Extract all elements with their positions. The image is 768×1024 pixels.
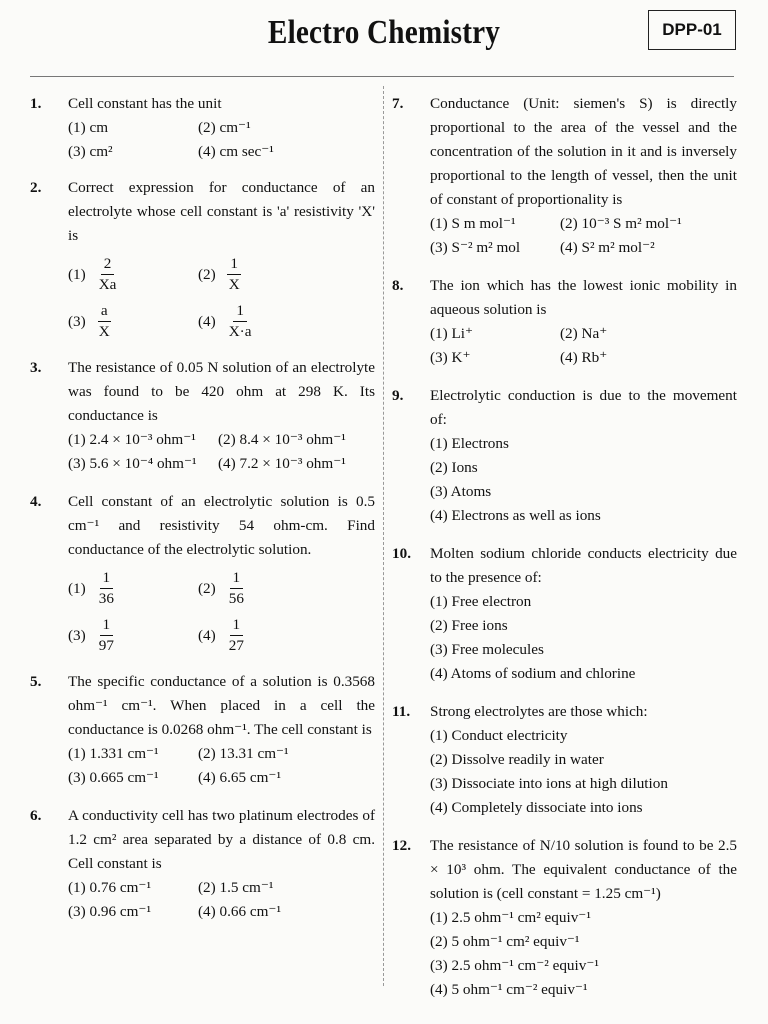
option-label: (4) [198,626,216,644]
option-2: (2) Dissolve readily in water [430,751,604,768]
option-3: (3) 0.665 cm⁻¹ [68,769,159,786]
numerator: 2 [101,254,115,275]
option-3: (3) cm² [68,143,113,160]
question-text: A conductivity cell has two platinum electrodes of 1.2 cm² area separated by a distance of 0.8 cm. Cell constant is [68,807,375,872]
option-2 [198,254,375,295]
option-3: (3) 0.96 cm⁻¹ [68,903,152,920]
denominator: 36 [98,590,114,607]
option-2: (2) 1.5 cm⁻¹ [198,879,274,896]
question-text: The resistance of 0.05 N solution of an electrolyte was found to be 420 ohm at 298 K. Its conductance is [68,359,375,424]
option-4: (4) 6.65 cm⁻¹ [198,769,282,786]
numerator: a [98,301,111,322]
numerator: 1 [227,254,241,275]
question-number: 3. [30,359,42,376]
numerator: 1 [233,301,247,322]
option-3 [68,301,198,342]
question-4 [30,490,375,656]
question-number: 10. [392,545,411,562]
fraction [96,301,113,342]
denominator: X [228,276,240,293]
question-11 [392,700,737,820]
question-number: 1. [30,95,42,112]
numerator: 1 [100,568,114,589]
denominator: X [98,323,110,340]
option-4: (4) 0.66 cm⁻¹ [198,903,282,920]
option-label: (1) [68,265,86,283]
option-1: (1) cm [68,119,109,136]
denominator: 56 [228,590,244,607]
option-1: (1) S m mol⁻¹ [430,215,516,232]
option-2: (2) 5 ohm⁻¹ cm² equiv⁻¹ [430,933,580,950]
dpp-badge: DPP-01 [648,10,736,50]
option-2: (2) 8.4 × 10⁻³ ohm⁻¹ [218,431,346,448]
option-2: (2) 13.31 cm⁻¹ [198,745,289,762]
option-1: (1) 0.76 cm⁻¹ [68,879,152,896]
fraction [96,254,120,295]
denominator: 97 [98,637,114,654]
option-label: (1) [68,579,86,597]
option-4: (4) Rb⁺ [560,349,608,366]
question-number: 9. [392,387,404,404]
question-8 [392,274,737,370]
question-number: 5. [30,673,42,690]
left-column [30,92,375,924]
option-1 [68,254,198,295]
option-2: (2) Ions [430,459,478,476]
option-3: (3) 2.5 ohm⁻¹ cm⁻² equiv⁻¹ [430,957,599,974]
question-9 [392,384,737,528]
option-1: (1) 1.331 cm⁻¹ [68,745,159,762]
option-3: (3) K⁺ [430,349,471,366]
fraction [226,301,255,342]
page-title: Electro Chemistry [267,14,501,51]
denominator: Xa [98,276,117,293]
question-7 [392,92,737,260]
option-1: (1) 2.4 × 10⁻³ ohm⁻¹ [68,431,196,448]
denominator: X·a [228,323,252,340]
question-text: The ion which has the lowest ionic mobility in aqueous solution is [430,277,737,318]
numerator: 1 [230,568,244,589]
denominator: 27 [228,637,244,654]
question-text: Correct expression for conductance of an electrolyte whose cell constant is 'a' resistivity 'X' is [68,179,375,244]
option-4: (4) Atoms of sodium and chlorine [430,665,636,682]
option-2: (2) Na⁺ [560,325,608,342]
header-divider [30,76,734,77]
option-1: (1) Li⁺ [430,325,474,342]
question-number: 8. [392,277,404,294]
option-3: (3) 5.6 × 10⁻⁴ ohm⁻¹ [68,455,197,472]
question-text: Molten sodium chloride conducts electricity due to the presence of: [430,545,737,586]
option-4 [198,615,375,656]
option-label: (2) [198,579,216,597]
question-6 [30,804,375,924]
question-2 [30,176,375,342]
column-divider [383,86,384,986]
question-text: Conductance (Unit: siemen's S) is directly proportional to the area of the vessel and the concentration of the solution in it and is inversely proportional to the length of vessel, then the unit of constant of proportionality is [430,95,737,208]
question-5 [30,670,375,790]
question-text: Cell constant of an electrolytic solution is 0.5 cm⁻¹ and resistivity 54 ohm-cm. Find conductance of the electrolytic solution. [68,493,375,558]
numerator: 1 [230,615,244,636]
option-4 [198,301,375,342]
question-text: Electrolytic conduction is due to the movement of: [430,387,737,428]
option-1: (1) 2.5 ohm⁻¹ cm² equiv⁻¹ [430,909,591,926]
option-1 [68,568,198,609]
right-column [392,92,737,1002]
question-text: The resistance of N/10 solution is found to be 2.5 × 10³ ohm. The equivalent conductance of the solution is (cell constant = 1.25 cm⁻¹) [430,837,737,902]
question-number: 4. [30,493,42,510]
question-number: 12. [392,837,411,854]
fraction [226,568,247,609]
question-number: 11. [392,703,411,720]
question-text: The specific conductance of a solution is 0.3568 ohm⁻¹ cm⁻¹. When placed in a cell the conductance is 0.0268 ohm⁻¹. The cell constant is [68,673,375,738]
option-1: (1) Free electron [430,593,532,610]
question-number: 6. [30,807,42,824]
question-1 [30,92,375,164]
option-label: (2) [198,265,216,283]
option-2: (2) 10⁻³ S m² mol⁻¹ [560,215,682,232]
option-2 [198,568,375,609]
option-4: (4) Electrons as well as ions [430,507,601,524]
option-4: (4) Completely dissociate into ions [430,799,643,816]
option-1: (1) Conduct electricity [430,727,568,744]
option-label: (3) [68,626,86,644]
option-4: (4) 5 ohm⁻¹ cm⁻² equiv⁻¹ [430,981,588,998]
option-4: (4) S² m² mol⁻² [560,239,655,256]
option-3: (3) Atoms [430,483,492,500]
question-10 [392,542,737,686]
fraction [96,615,117,656]
option-2: (2) Free ions [430,617,508,634]
option-4: (4) 7.2 × 10⁻³ ohm⁻¹ [218,455,346,472]
question-3 [30,356,375,476]
option-3 [68,615,198,656]
fraction [226,615,247,656]
question-12 [392,834,737,1002]
option-label: (3) [68,312,86,330]
question-number: 7. [392,95,404,112]
question-number: 2. [30,179,42,196]
fraction [226,254,243,295]
option-label: (4) [198,312,216,330]
option-3: (3) S⁻² m² mol [430,239,521,256]
option-3: (3) Dissociate into ions at high dilution [430,775,668,792]
question-text: Cell constant has the unit [68,95,222,112]
numerator: 1 [100,615,114,636]
option-3: (3) Free molecules [430,641,544,658]
option-2: (2) cm⁻¹ [198,119,251,136]
option-4: (4) cm sec⁻¹ [198,143,274,160]
fraction [96,568,117,609]
option-1: (1) Electrons [430,435,509,452]
question-text: Strong electrolytes are those which: [430,703,648,720]
